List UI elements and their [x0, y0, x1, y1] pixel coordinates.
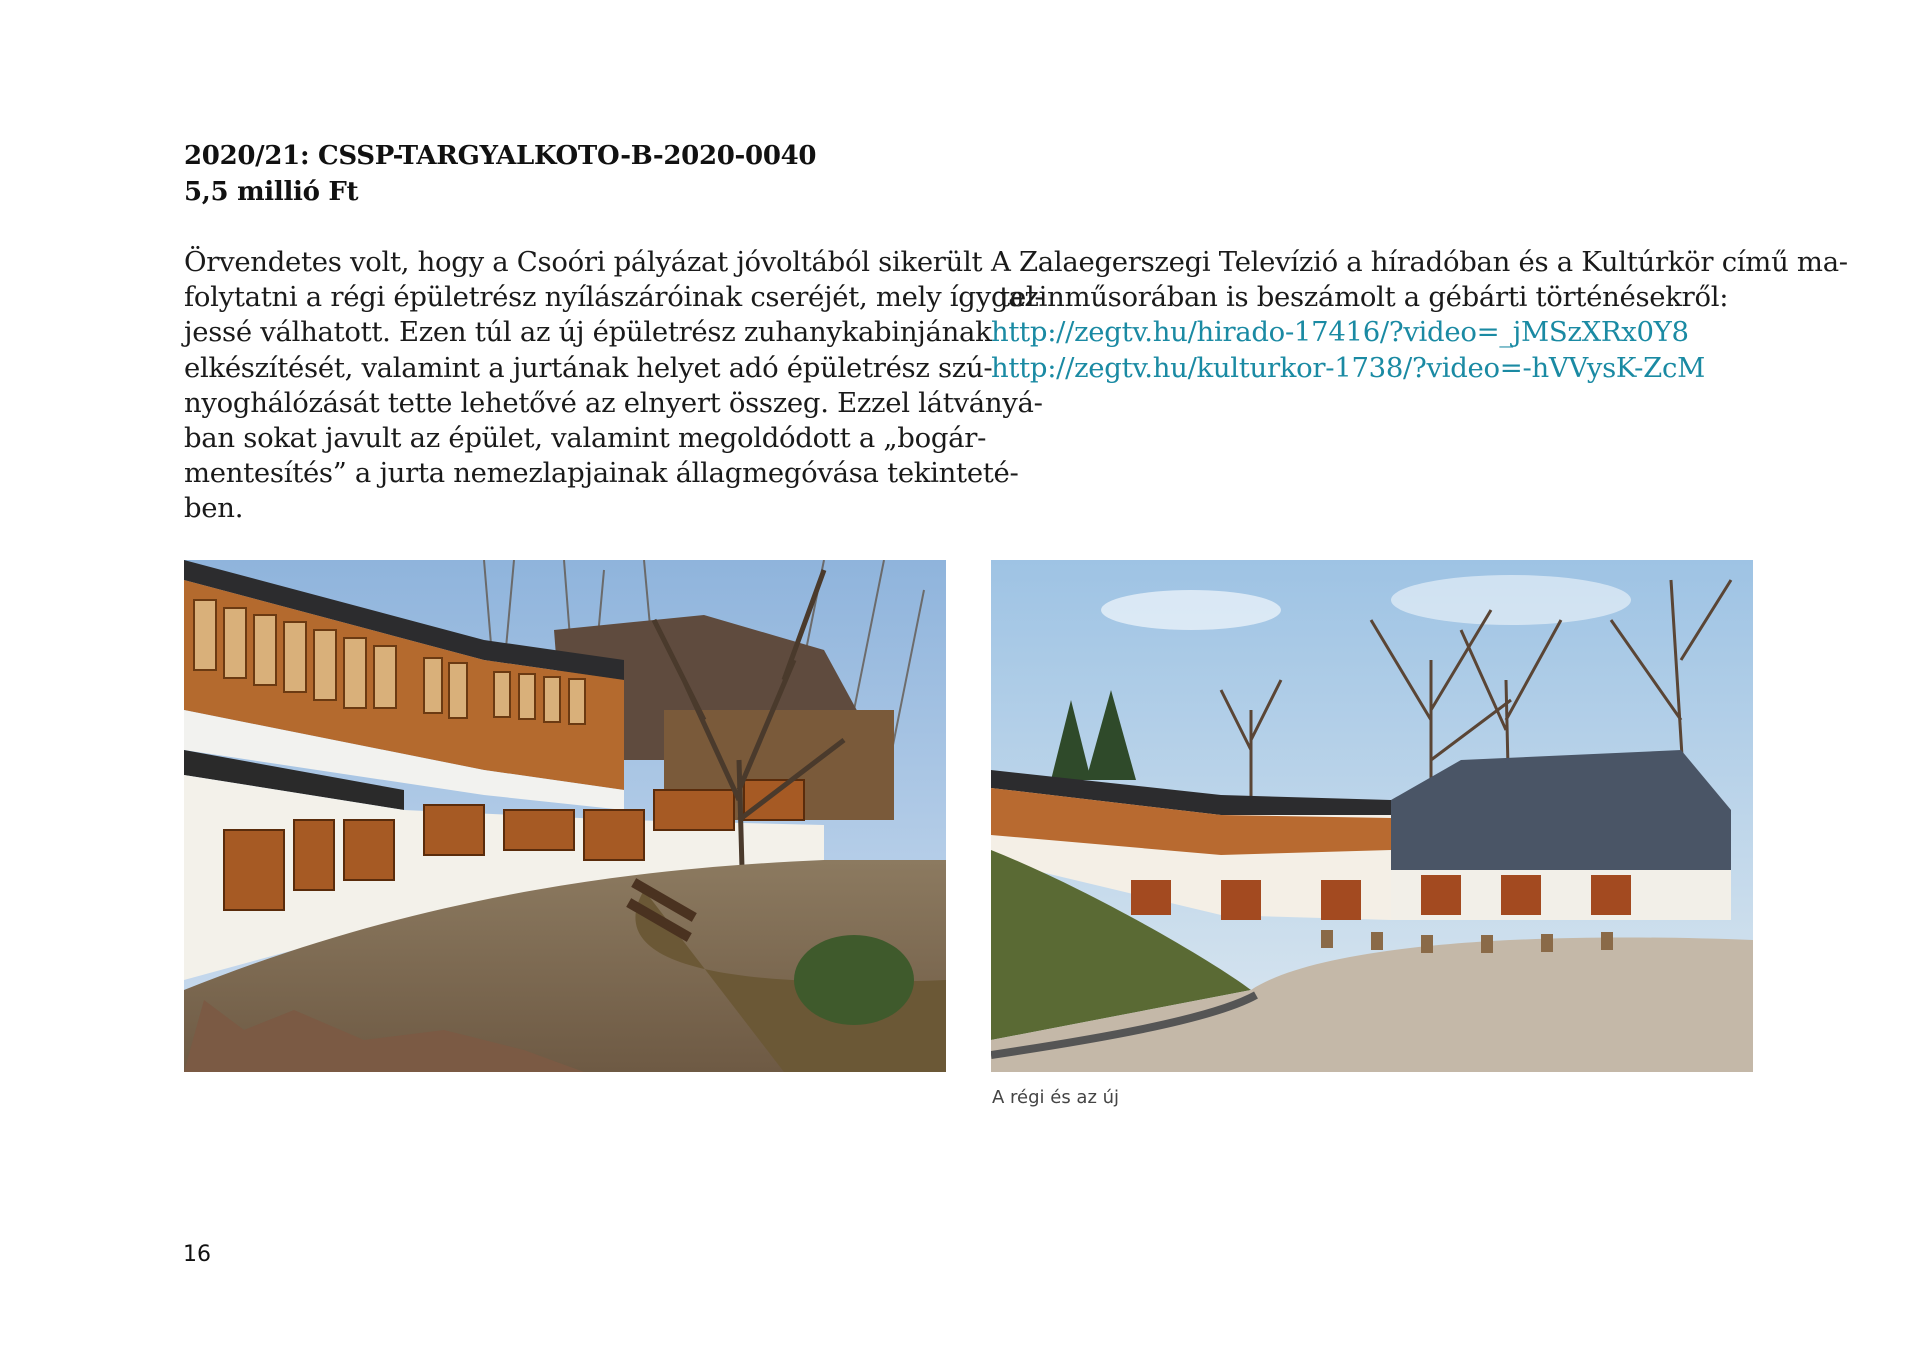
body-line: A Zalaegerszegi Televízió a híradóban és a Kultúrkör című ma-	[991, 246, 1848, 278]
body-line: nyoghálózását tette lehetővé az elnyert összeg. Ezzel látványá-	[184, 386, 1043, 419]
photo-caption: A régi és az új	[992, 1087, 1120, 1108]
photo-new-building	[991, 560, 1753, 1072]
body-line: elkészítését, valamint a jurtának helyet adó épületrész szú-	[184, 351, 993, 384]
body-line: gazinműsorában is beszámolt a gébárti történésekről:	[991, 281, 1729, 314]
link-hirado-video[interactable]: http://zegtv.hu/hirado-17416/?video=_jMSzXRx0Y8	[991, 316, 1689, 349]
body-line: folytatni a régi épületrész nyílászáróinak cseréjét, mely így tel-	[184, 281, 1044, 314]
heading-amount: 5,5 millió Ft	[184, 177, 359, 207]
body-line: ban sokat javult az épület, valamint megoldódott a „bogár-	[184, 422, 987, 455]
heading-project-code: 2020/21: CSSP-TARGYALKOTO-B-2020-0040	[184, 141, 817, 171]
body-line: ben.	[184, 492, 244, 525]
right-text-column	[991, 245, 1848, 386]
left-text-column	[184, 245, 1044, 527]
section-heading	[184, 138, 816, 210]
body-line: mentesítés” a jurta nemezlapjainak állagmegóvása tekinteté-	[184, 457, 1019, 490]
link-kulturkor-video[interactable]: http://zegtv.hu/kulturkor-1738/?video=-hVVysK-ZcM	[991, 351, 1705, 384]
body-line: Örvendetes volt, hogy a Csoóri pályázat jóvoltából sikerült	[184, 246, 983, 278]
body-line: jessé válhatott. Ezen túl az új épületrész zuhanykabinjának	[184, 316, 992, 349]
photo-old-building	[184, 560, 946, 1072]
page-number: 16	[183, 1242, 211, 1267]
